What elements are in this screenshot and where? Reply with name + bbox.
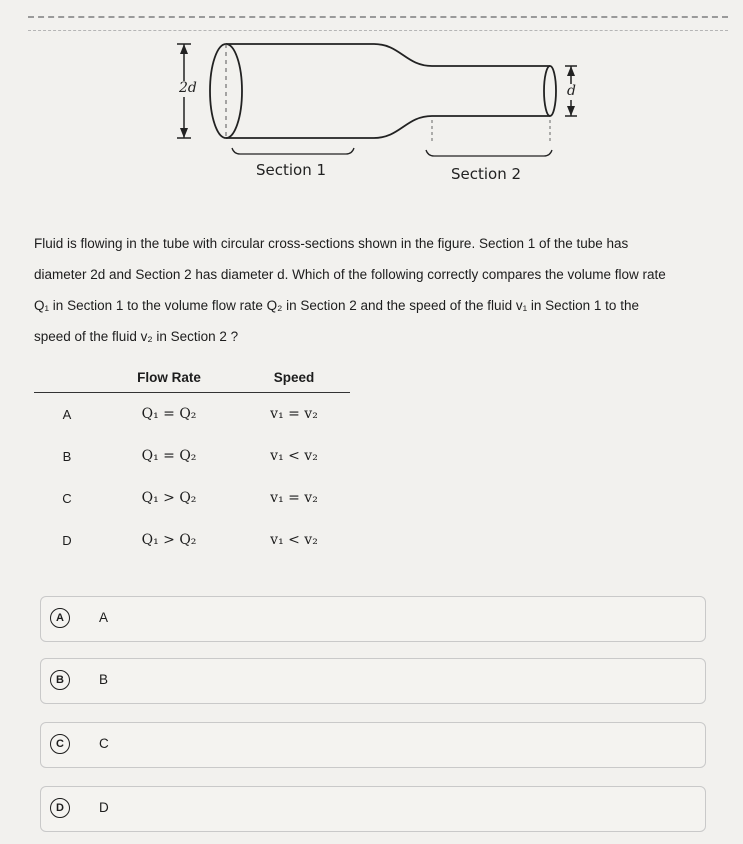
question-line-2: diameter 2d and Section 2 has diameter d. Which of the following correctly compares the volume flow rate bbox=[34, 267, 666, 282]
choice-d[interactable] bbox=[40, 786, 706, 832]
tube-bottom-edge bbox=[226, 116, 550, 138]
table-row bbox=[34, 519, 350, 561]
row-flow-rate: Q₁ = Q₂ bbox=[141, 406, 197, 422]
tube-figure bbox=[170, 36, 600, 196]
row-letter: B bbox=[62, 448, 72, 464]
row-flow-rate: Q₁ > Q₂ bbox=[141, 490, 197, 506]
row-flow-rate: Q₁ = Q₂ bbox=[141, 448, 197, 464]
header-flow-rate: Flow Rate bbox=[100, 362, 238, 393]
row-flow-rate: Q₁ > Q₂ bbox=[141, 532, 197, 548]
section2-opening bbox=[544, 66, 556, 116]
header-divider bbox=[28, 16, 728, 18]
header-speed: Speed bbox=[238, 362, 350, 393]
dimension-d-arrow-up bbox=[567, 66, 575, 76]
section1-opening bbox=[210, 44, 242, 138]
dimension-d-arrow-down bbox=[567, 106, 575, 116]
label-d: d bbox=[567, 83, 576, 99]
choice-a-badge: A bbox=[50, 608, 70, 628]
answer-table bbox=[34, 362, 350, 561]
label-2d: 2d bbox=[179, 80, 197, 96]
row-letter: D bbox=[62, 532, 72, 548]
row-speed: v₁ = v₂ bbox=[270, 490, 318, 506]
choice-b[interactable] bbox=[40, 658, 706, 704]
header-divider-secondary bbox=[28, 30, 728, 31]
answer-table-header bbox=[34, 362, 350, 393]
row-speed: v₁ < v₂ bbox=[270, 532, 318, 548]
header-blank bbox=[34, 362, 100, 393]
tube-top-edge bbox=[226, 44, 550, 66]
choice-d-badge: D bbox=[50, 798, 70, 818]
choice-d-label: D bbox=[99, 800, 109, 815]
choice-c-badge: C bbox=[50, 734, 70, 754]
dimension-2d-arrow-down bbox=[180, 128, 188, 138]
question-line-3: Q₁ in Section 1 to the volume flow rate Q₂ in Section 2 and the speed of the fluid v₁ in Section 1 to the bbox=[34, 298, 639, 313]
table-row bbox=[34, 435, 350, 477]
section2-bracket bbox=[426, 150, 552, 156]
section1-bracket bbox=[232, 148, 354, 154]
table-row bbox=[34, 393, 350, 436]
choice-a[interactable] bbox=[40, 596, 706, 642]
table-row bbox=[34, 477, 350, 519]
choice-a-label: A bbox=[99, 610, 109, 625]
question-text bbox=[34, 228, 734, 352]
choice-b-badge: B bbox=[50, 670, 70, 690]
question-line-1: Fluid is flowing in the tube with circular cross-sections shown in the figure. Section 1 of the tube has bbox=[34, 236, 629, 251]
dimension-2d-arrow-up bbox=[180, 44, 188, 54]
question-line-4: speed of the fluid v₂ in Section 2 ? bbox=[34, 329, 239, 344]
row-letter: A bbox=[62, 406, 72, 422]
row-speed: v₁ = v₂ bbox=[270, 406, 318, 422]
row-letter: C bbox=[62, 490, 72, 506]
choice-c-label: C bbox=[99, 736, 109, 751]
section1-label: Section 1 bbox=[256, 161, 327, 179]
tube-diagram bbox=[170, 36, 600, 196]
section2-label: Section 2 bbox=[451, 165, 522, 183]
choice-b-label: B bbox=[99, 672, 109, 687]
choice-c[interactable] bbox=[40, 722, 706, 768]
row-speed: v₁ < v₂ bbox=[270, 448, 318, 464]
